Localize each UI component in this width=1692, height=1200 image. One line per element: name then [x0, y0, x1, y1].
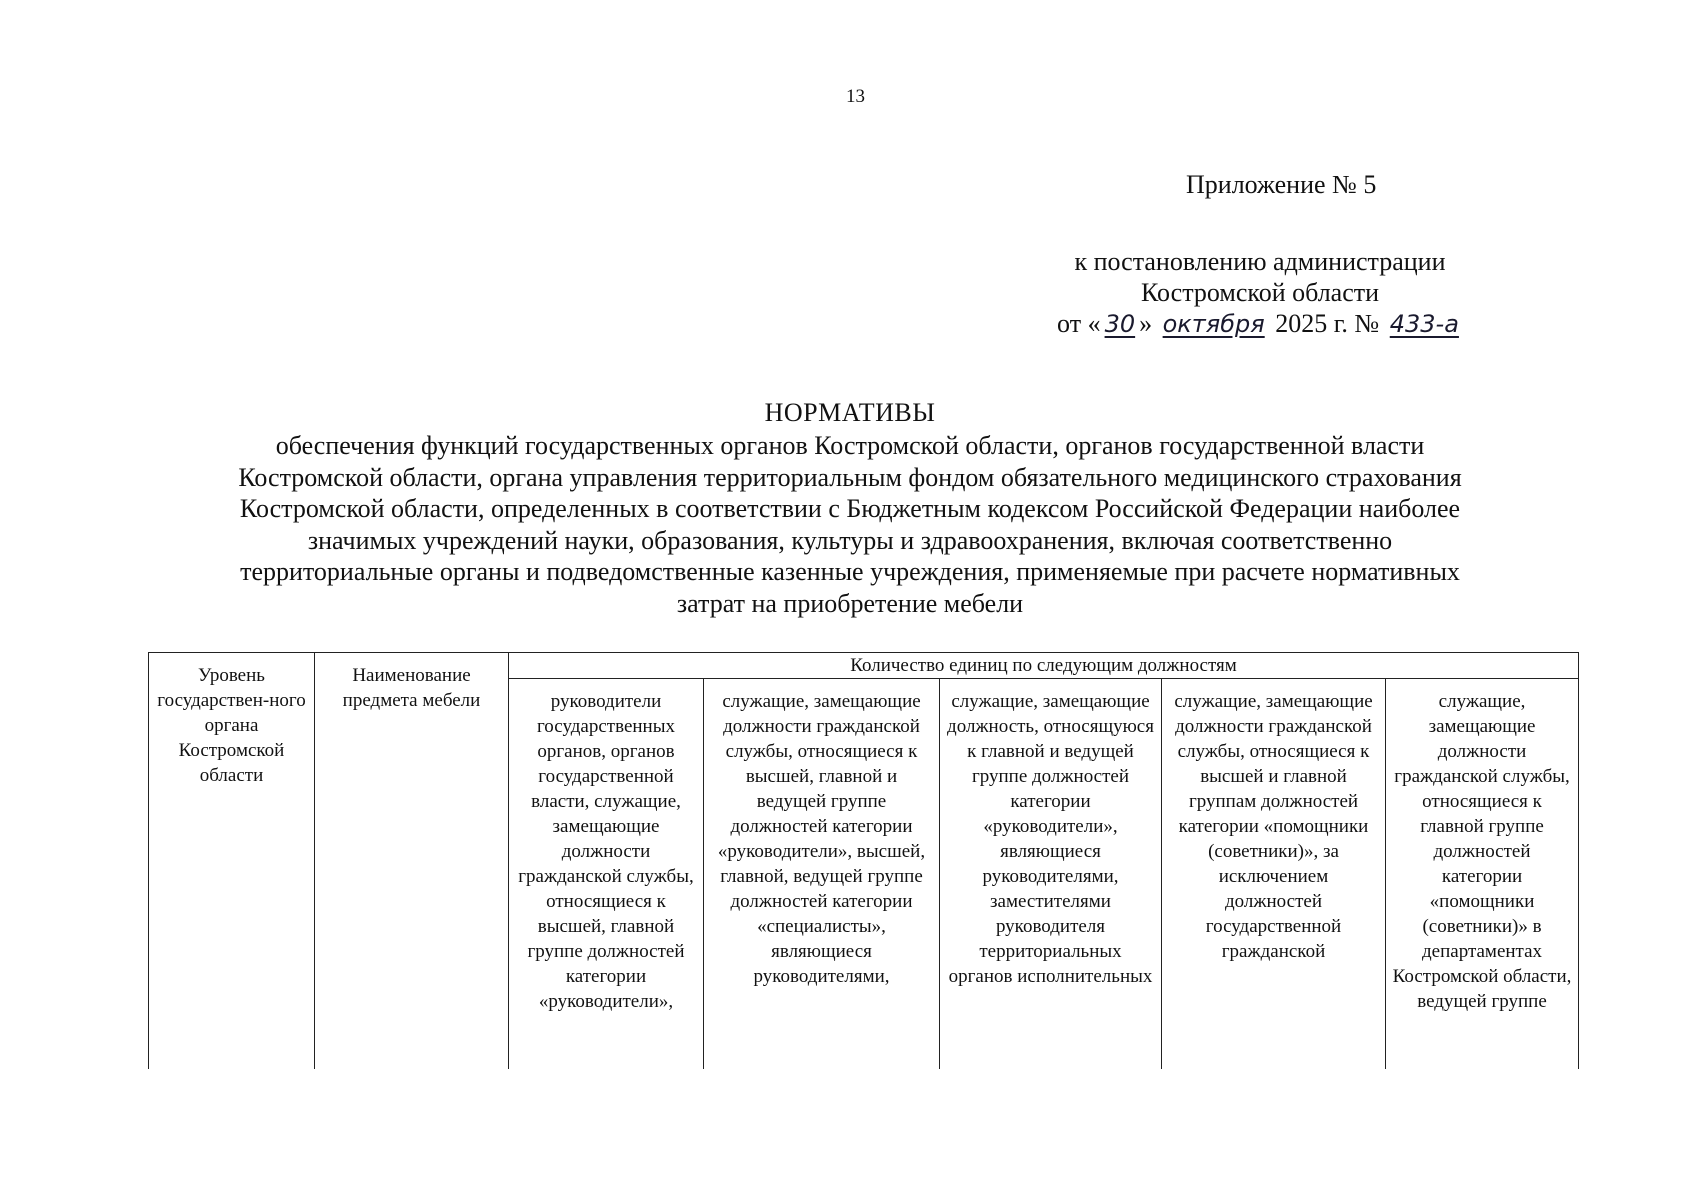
furniture-norms-table	[148, 652, 1579, 1069]
header-item	[315, 653, 509, 1070]
header-positions-group: Количество единиц по следующим должностям	[509, 653, 1579, 679]
position-header	[704, 679, 940, 1070]
subtitle-line: Костромской области, органа управления территориальным фондом обязательного медицинского страхования	[238, 462, 1462, 492]
position-header	[509, 679, 704, 1070]
resolution-block	[1040, 246, 1480, 340]
header-level-label: Уровень государствен-ного органа Костромской области	[157, 665, 306, 786]
position-header	[1162, 679, 1386, 1070]
handwritten-number: 433-а	[1389, 310, 1459, 338]
date-prefix: от «	[1057, 309, 1101, 338]
resolution-line: к постановлению администрации	[1074, 247, 1446, 276]
position-header	[940, 679, 1162, 1070]
subtitle-line: Костромской области, определенных в соответствии с Бюджетным кодексом Российской Федерации наиболее	[239, 494, 1461, 523]
subtitle-line: затрат на приобретение мебели	[676, 588, 1024, 618]
position-header-text: служащие, замещающие должности гражданской службы, относящиеся к высшей, главной и ведущей группе должностей категории «руководители», высшей, главной, ведущей группе должностей категории «специалисты», являющиеся руководителями,	[717, 691, 926, 987]
table-header-row	[149, 653, 1579, 679]
subtitle-line: территориальные органы и подведомственные казенные учреждения, применяемые при расчете нормативных	[240, 557, 1460, 586]
document-subtitle	[180, 430, 1520, 619]
header-level	[149, 653, 315, 1070]
date-mid: »	[1139, 309, 1153, 338]
page-number: 13	[846, 86, 865, 107]
document-heading: НОРМАТИВЫ	[764, 398, 936, 427]
subtitle-line: обеспечения функций государственных органов Костромской области, органов государственной власти	[275, 431, 1425, 460]
subtitle-line: значимых учреждений науки, образования, культуры и здравоохранения, включая соответственно	[307, 525, 1393, 555]
handwritten-day: 30	[1104, 310, 1136, 338]
date-year: 2025 г. №	[1275, 309, 1380, 338]
position-header-text: руководители государственных органов, органов государственной власти, служащие, замещающие должности гражданской службы, относящиеся к высшей, главной группе должностей категории «руководители»,	[518, 691, 694, 1012]
header-item-label: Наименование предмета мебели	[342, 665, 481, 711]
handwritten-month: октября	[1162, 310, 1265, 338]
resolution-line: Костромской области	[1140, 278, 1380, 307]
position-header-text: служащие, замещающие должности гражданской службы, относящиеся к высшей и главной группам должностей категории «помощники (советники)», за исключением должностей государственной гражданской	[1174, 691, 1373, 962]
resolution-date-line	[1040, 308, 1480, 340]
appendix-title: Приложение № 5	[1186, 170, 1377, 199]
position-header-text: служащие, замещающие должности гражданской службы, относящиеся к главной группе должностей категории «помощники (советники)» в департаментах Костромской области, ведущей группе	[1392, 691, 1572, 1012]
position-header	[1386, 679, 1579, 1070]
position-header-text: служащие, замещающие должность, относящуюся к главной и ведущей группе должностей категории «руководители», являющиеся руководителями, заместителями руководителя территориальных органов исполнительных	[947, 691, 1154, 987]
